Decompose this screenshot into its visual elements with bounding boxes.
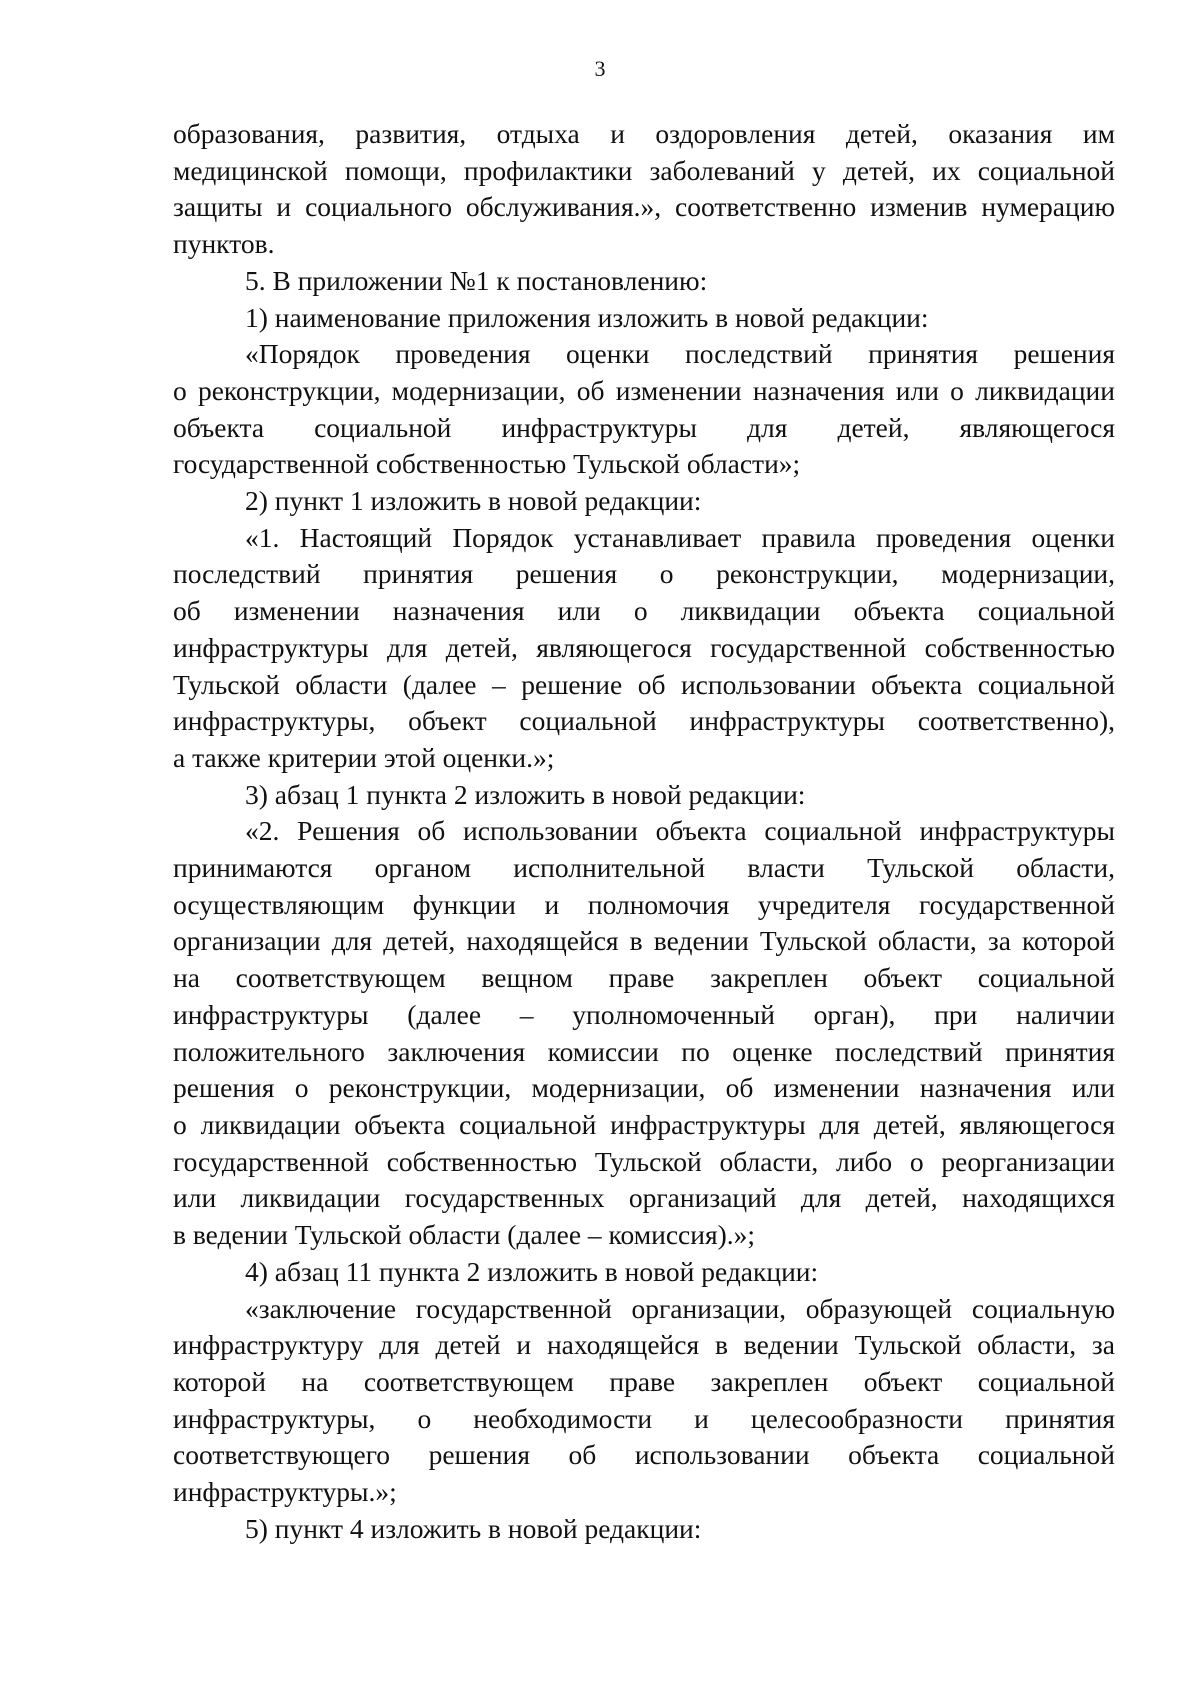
text-line: соответствующего решения об использовании объекта социальной (173, 1439, 1115, 1471)
text-line: или ликвидации государственных организаций для детей, находящихся (173, 1182, 1115, 1214)
text-line: 5) пункт 4 изложить в новой редакции: (245, 1512, 702, 1544)
text-line: 2) пункт 1 изложить в новой редакции: (245, 485, 702, 517)
text-line: медицинской помощи, профилактики заболеваний у детей, их социальной (173, 154, 1115, 186)
text-line: положительного заключения комиссии по оценке последствий принятия (173, 1035, 1115, 1067)
page-number: 3 (594, 56, 606, 81)
text-line: «2. Решения об использовании объекта социальной инфраструктуры (245, 815, 1115, 847)
text-line: которой на соответствующем праве закреплен объект социальной (173, 1365, 1115, 1397)
text-line: решения о реконструкции, модернизации, об изменении назначения или (173, 1072, 1115, 1104)
text-line: о реконструкции, модернизации, об изменении назначения или о ликвидации (173, 374, 1115, 406)
text-line: инфраструктуры.»; (173, 1476, 397, 1508)
text-line: 1) наименование приложения изложить в новой редакции: (245, 301, 929, 333)
text-line: об изменении назначения или о ликвидации объекта социальной (173, 595, 1115, 627)
text-line: пунктов. (173, 228, 275, 260)
text-line: «заключение государственной организации, образующей социальную (245, 1292, 1115, 1324)
text-line: государственной собственностью Тульской области, либо о реорганизации (173, 1145, 1115, 1177)
text-line: образования, развития, отдыха и оздоровления детей, оказания им (173, 118, 1115, 149)
text-line: защиты и социального обслуживания.», соответственно изменив нумерацию (173, 191, 1115, 223)
text-line: инфраструктуры (далее – уполномоченный орган), при наличии (173, 998, 1115, 1030)
text-line: принимаются органом исполнительной власти Тульской области, (173, 852, 1115, 884)
text-line: «Порядок проведения оценки последствий принятия решения (245, 338, 1115, 370)
document-body (173, 116, 1115, 1547)
text-line: осуществляющим функции и полномочия учредителя государственной (173, 888, 1115, 920)
text-line: государственной собственностью Тульской области»; (173, 448, 801, 480)
text-line: объекта социальной инфраструктуры для детей, являющегося (173, 411, 1115, 443)
text-line: инфраструктуру для детей и находящейся в ведении Тульской области, за (173, 1329, 1115, 1361)
text-line: 3) абзац 1 пункта 2 изложить в новой редакции: (245, 778, 806, 810)
text-line: организации для детей, находящейся в ведении Тульской области, за которой (173, 925, 1115, 957)
text-line: последствий принятия решения о реконструкции, модернизации, (173, 558, 1115, 590)
text-line: в ведении Тульской области (далее – комиссия).»; (173, 1219, 756, 1251)
text-line: инфраструктуры, объект социальной инфраструктуры соответственно), (173, 705, 1115, 737)
text-line: инфраструктуры для детей, являющегося государственной собственностью (173, 631, 1115, 663)
text-line: а также критерии этой оценки.»; (173, 741, 555, 773)
text-line: Тульской области (далее – решение об использовании объекта социальной (173, 668, 1115, 700)
text-line: 4) абзац 11 пункта 2 изложить в новой редакции: (245, 1255, 819, 1287)
text-line: о ликвидации объекта социальной инфраструктуры для детей, являющегося (173, 1108, 1115, 1140)
text-line: «1. Настоящий Порядок устанавливает правила проведения оценки (245, 521, 1115, 553)
text-line: на соответствующем вещном праве закреплен объект социальной (173, 962, 1115, 994)
text-line: инфраструктуры, о необходимости и целесообразности принятия (173, 1402, 1115, 1434)
text-line: 5. В приложении №1 к постановлению: (245, 264, 708, 296)
